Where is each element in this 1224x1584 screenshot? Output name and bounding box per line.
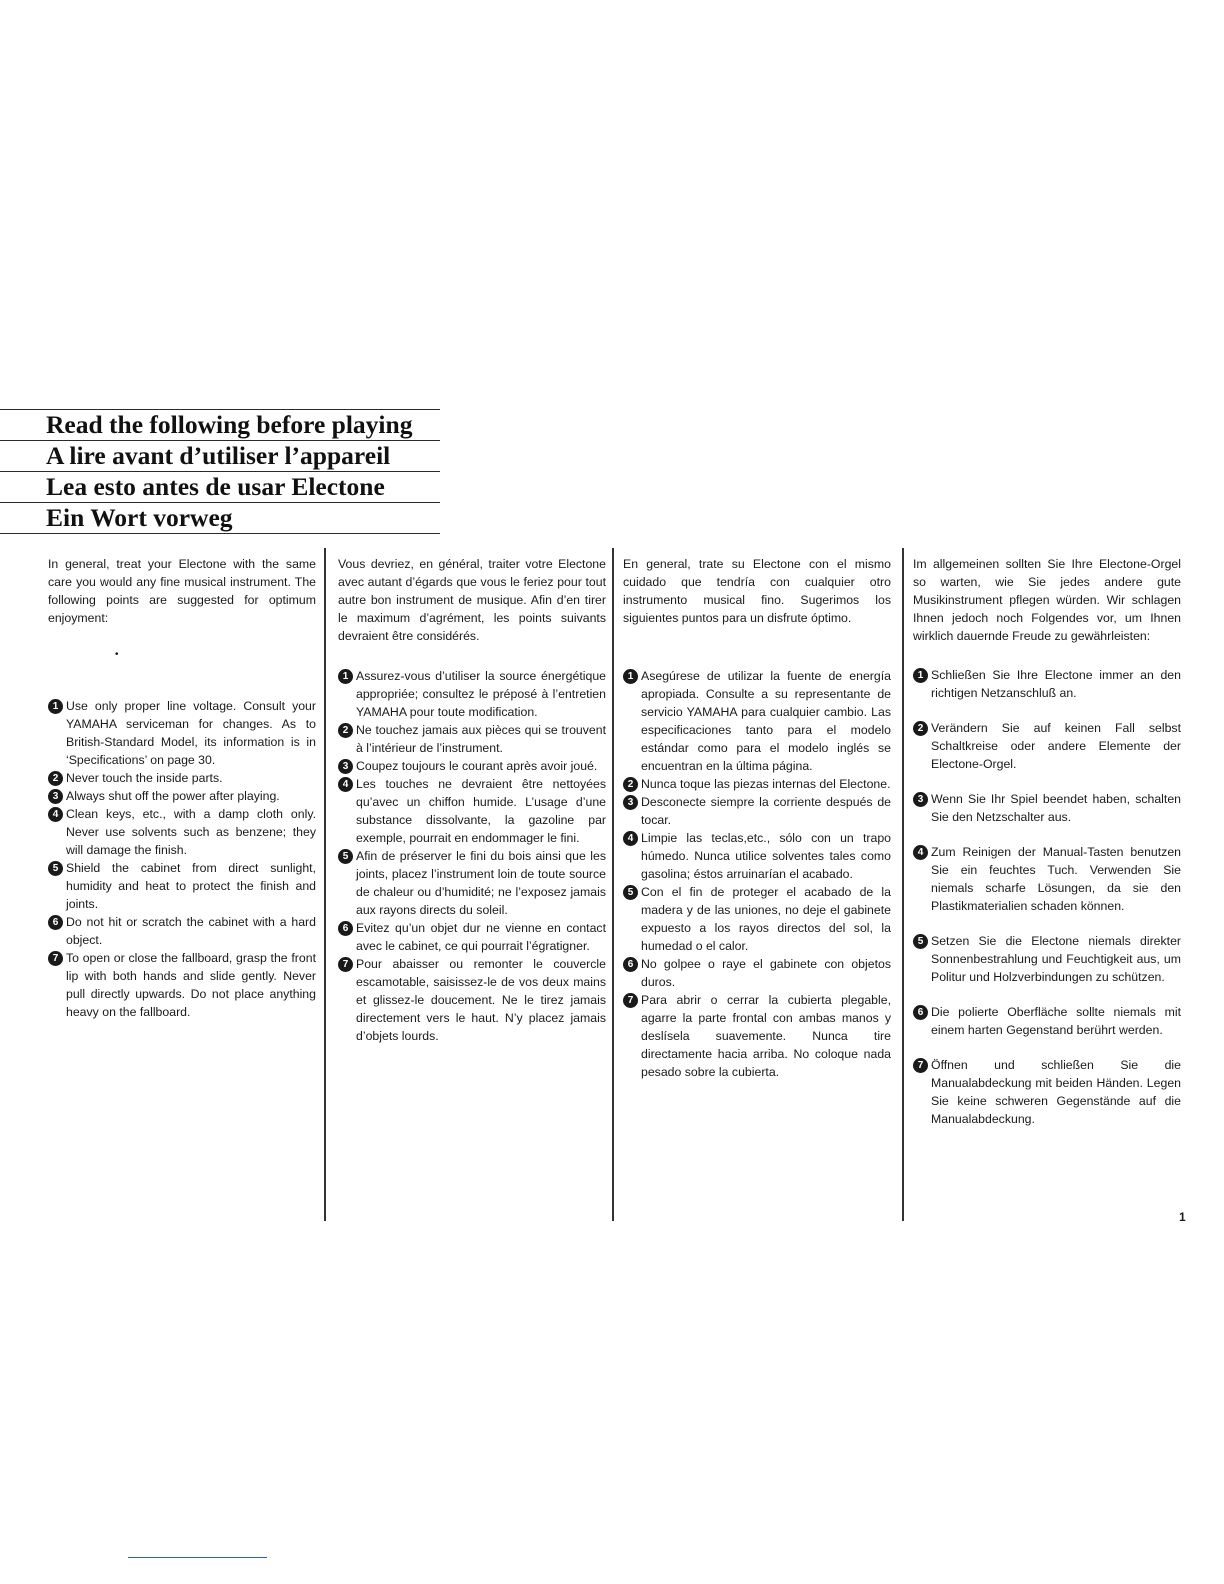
number-badge: 2 bbox=[623, 777, 638, 792]
list-item bbox=[48, 859, 316, 913]
number-badge: 3 bbox=[623, 795, 638, 810]
number-badge: 5 bbox=[338, 849, 353, 864]
number-badge: 2 bbox=[913, 721, 928, 736]
list-item bbox=[338, 955, 606, 1045]
list-item bbox=[623, 829, 891, 883]
column-divider bbox=[324, 548, 326, 1221]
list-item-text: Evitez qu’un objet dur ne vienne en contact avec le cabinet, ce qui pourrait l’égratigner. bbox=[356, 921, 606, 953]
list-item-text: Assurez-vous d’utiliser la source énergétique appropriée; consultez le préposé à l’entretien YAMAHA pour toute modification. bbox=[356, 669, 606, 719]
number-badge: 3 bbox=[338, 759, 353, 774]
number-badge: 7 bbox=[913, 1058, 928, 1073]
list-item bbox=[48, 913, 316, 949]
list-item-text: Schließen Sie Ihre Electone immer an den richtigen Netzanschluß an. bbox=[931, 668, 1181, 700]
footnote-divider bbox=[128, 1557, 267, 1558]
number-badge: 3 bbox=[913, 792, 928, 807]
title-block bbox=[0, 409, 440, 534]
list-item bbox=[48, 769, 316, 787]
list-item bbox=[623, 793, 891, 829]
spanish-intro: En general, trate su Electone con el mismo cuidado que tendría con cualquier otro instrumento musical fino. Sugerimos los siguientes puntos para un disfrute óptimo. bbox=[623, 557, 891, 625]
french-list bbox=[338, 667, 606, 1045]
column-divider bbox=[902, 548, 904, 1221]
number-badge: 4 bbox=[913, 845, 928, 860]
title-french: A lire avant d’utiliser l’appareil bbox=[0, 440, 440, 471]
list-item bbox=[913, 719, 1181, 773]
number-badge: 4 bbox=[338, 777, 353, 792]
number-badge: 1 bbox=[623, 669, 638, 684]
list-item-text: Con el fin de proteger el acabado de la madera y de las uniones, no deje el gabinete expuesto a los rayos directos del sol, la humedad o el calor. bbox=[641, 885, 891, 953]
list-item-text: Limpie las teclas,etc., sólo con un trapo húmedo. Nunca utilice solventes tales como gasolina; éstos arruinarían el acabado. bbox=[641, 831, 891, 881]
list-item-text: Verändern Sie auf keinen Fall selbst Schaltkreise oder andere Elemente der Electone-Orgel. bbox=[931, 721, 1181, 771]
list-item bbox=[913, 790, 1181, 826]
list-item-text: Use only proper line voltage. Consult your YAMAHA serviceman for changes. As to British-Standard Model, its information is in ‘Specifications’ on page 30. bbox=[66, 699, 316, 767]
list-item-text: Asegúrese de utilizar la fuente de energía apropiada. Consulte a su representante de servicio YAMAHA para cualquier cambio. Las especificaciones tanto para el modelo estándar como para el modelo inglés se encuentran en la última página. bbox=[641, 669, 891, 773]
number-badge: 6 bbox=[48, 915, 63, 930]
list-item bbox=[48, 697, 316, 769]
english-column bbox=[48, 555, 316, 1021]
list-item-text: Afin de préserver le fini du bois ainsi que les joints, placez l’instrument loin de toute source de chaleur ou d’humidité; ne l’exposez jamais aux rayons directs du soleil. bbox=[356, 849, 606, 917]
list-item-text: Nunca toque las piezas internas del Electone. bbox=[641, 777, 891, 791]
number-badge: 1 bbox=[338, 669, 353, 684]
title-spanish: Lea esto antes de usar Electone bbox=[0, 471, 440, 502]
list-item-text: Desconecte siempre la corriente después de tocar. bbox=[641, 795, 891, 827]
number-badge: 3 bbox=[48, 789, 63, 804]
list-item-text: Ne touchez jamais aux pièces qui se trouvent à l’intérieur de l’instrument. bbox=[356, 723, 606, 755]
list-item-text: Setzen Sie die Electone niemals direkter Sonnenbestrahlung und Feuchtigkeit aus, um Politur und Holzverbindungen zu schützen. bbox=[931, 934, 1181, 984]
list-item-text: Wenn Sie Ihr Spiel beendet haben, schalten Sie den Netzschalter aus. bbox=[931, 792, 1181, 824]
number-badge: 2 bbox=[48, 771, 63, 786]
french-column bbox=[338, 555, 606, 1045]
bullet-dot: • bbox=[115, 649, 119, 660]
number-badge: 6 bbox=[913, 1005, 928, 1020]
list-item bbox=[623, 955, 891, 991]
list-item-text: Clean keys, etc., with a damp cloth only. Never use solvents such as benzene; they will damage the finish. bbox=[66, 807, 316, 857]
list-item bbox=[913, 843, 1181, 915]
list-item bbox=[338, 775, 606, 847]
number-badge: 2 bbox=[338, 723, 353, 738]
list-item-text: Do not hit or scratch the cabinet with a hard object. bbox=[66, 915, 316, 947]
list-item bbox=[913, 1003, 1181, 1039]
english-list bbox=[48, 697, 316, 1021]
list-item-text: Never touch the inside parts. bbox=[66, 771, 223, 785]
list-item bbox=[338, 847, 606, 919]
german-list bbox=[913, 666, 1181, 1128]
german-column bbox=[913, 555, 1181, 1128]
list-item bbox=[913, 932, 1181, 986]
list-item bbox=[48, 787, 316, 805]
list-item bbox=[913, 666, 1181, 702]
german-intro: Im allgemeinen sollten Sie Ihre Electone-Orgel so warten, wie Sie jedes andere gute Musikinstrument pflegen würden. Wir schlagen Ihnen jedoch noch Folgendes vor, um Ihnen wirklich dauernde Freude zu gewährleisten: bbox=[913, 557, 1181, 643]
list-item-text: To open or close the fallboard, grasp the front lip with both hands and slide gently. Never pull directly upwards. Do not place anything heavy on the fallboard. bbox=[66, 951, 316, 1019]
number-badge: 7 bbox=[338, 957, 353, 972]
list-item bbox=[48, 805, 316, 859]
column-divider bbox=[612, 548, 614, 1221]
list-item bbox=[913, 1056, 1181, 1128]
number-badge: 7 bbox=[48, 951, 63, 966]
number-badge: 6 bbox=[623, 957, 638, 972]
number-badge: 4 bbox=[48, 807, 63, 822]
list-item bbox=[338, 721, 606, 757]
spanish-list bbox=[623, 667, 891, 1081]
english-intro: In general, treat your Electone with the same care you would any fine musical instrument. The following points are suggested for optimum enjoyment: bbox=[48, 557, 316, 625]
title-english: Read the following before playing bbox=[0, 409, 440, 440]
list-item bbox=[48, 949, 316, 1021]
number-badge: 4 bbox=[623, 831, 638, 846]
number-badge: 5 bbox=[48, 861, 63, 876]
list-item-text: Para abrir o cerrar la cubierta plegable, agarre la parte frontal con ambas manos y deslísela suavemente. Nunca tire directamente hacia arriba. No coloque nada pesado sobre la cubierta. bbox=[641, 993, 891, 1079]
list-item bbox=[338, 757, 606, 775]
list-item-text: Zum Reinigen der Manual-Tasten benutzen Sie ein feuchtes Tuch. Verwenden Sie niemals scharfe Lösungen, da sie den Plastikmaterialien schaden können. bbox=[931, 845, 1181, 913]
list-item-text: No golpee o raye el gabinete con objetos duros. bbox=[641, 957, 891, 989]
title-german: Ein Wort vorweg bbox=[0, 502, 440, 534]
list-item-text: Die polierte Oberfläche sollte niemals mit einem harten Gegenstand berührt werden. bbox=[931, 1005, 1181, 1037]
number-badge: 1 bbox=[48, 699, 63, 714]
number-badge: 5 bbox=[913, 934, 928, 949]
list-item bbox=[623, 775, 891, 793]
list-item-text: Les touches ne devraient être nettoyées qu’avec un chiffon humide. L’usage d’une substance dissolvante, la gazoline par exemple, pourrait en endommager le fini. bbox=[356, 777, 606, 845]
list-item-text: Coupez toujours le courant après avoir joué. bbox=[356, 759, 598, 773]
number-badge: 6 bbox=[338, 921, 353, 936]
list-item bbox=[623, 883, 891, 955]
list-item-text: Shield the cabinet from direct sunlight, humidity and heat to protect the finish and joints. bbox=[66, 861, 316, 911]
french-intro: Vous devriez, en général, traiter votre Electone avec autant d’égards que vous le feriez pour tout autre bon instrument de musique. Afin d’en tirer le maximum d’agrément, les points suivants devraient être considérés. bbox=[338, 557, 606, 643]
list-item bbox=[338, 919, 606, 955]
number-badge: 5 bbox=[623, 885, 638, 900]
number-badge: 7 bbox=[623, 993, 638, 1008]
number-badge: 1 bbox=[913, 668, 928, 683]
spanish-column bbox=[623, 555, 891, 1081]
list-item bbox=[623, 667, 891, 775]
list-item-text: Pour abaisser ou remonter le couvercle escamotable, saisissez-le de vos deux mains et glissez-le doucement. Ne le tirez jamais directement vers le haut. N’y placez jamais d’objets lourds. bbox=[356, 957, 606, 1043]
page-number: 1 bbox=[1179, 1210, 1186, 1224]
list-item bbox=[623, 991, 891, 1081]
list-item-text: Öffnen und schließen Sie die Manualabdeckung mit beiden Händen. Legen Sie keine schweren Gegenstände auf die Manualabdeckung. bbox=[931, 1058, 1181, 1126]
list-item-text: Always shut off the power after playing. bbox=[66, 789, 280, 803]
list-item bbox=[338, 667, 606, 721]
